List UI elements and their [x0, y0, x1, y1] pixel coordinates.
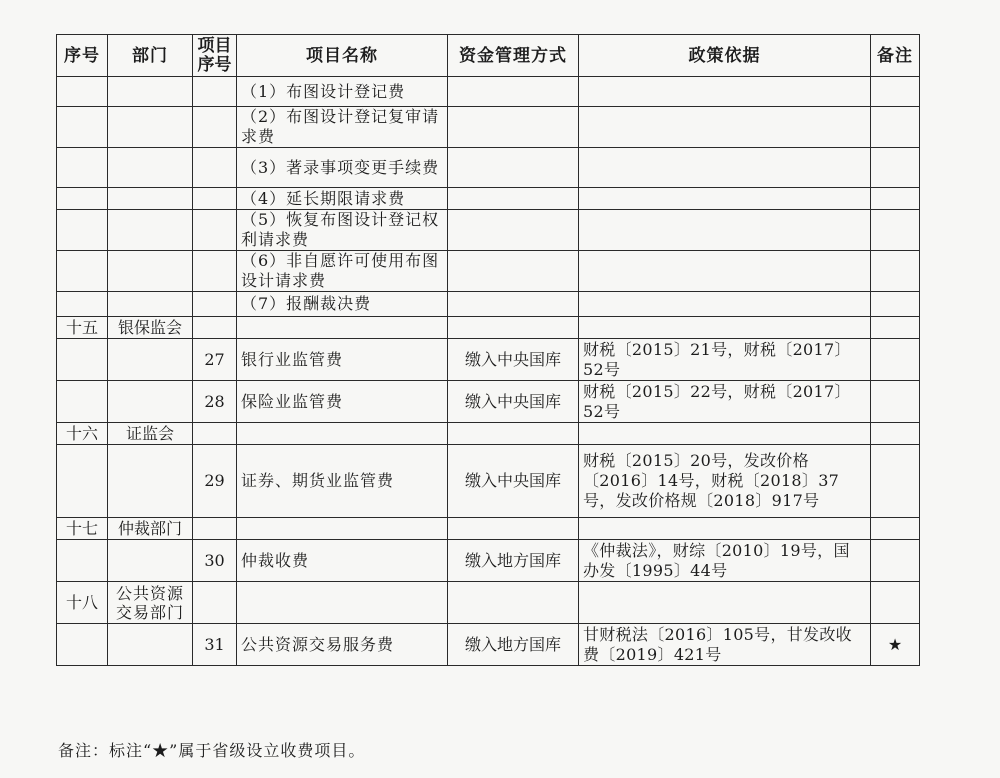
cell-item-seq: 30 — [193, 540, 237, 582]
cell-policy: 《仲裁法》，财综〔2010〕19号，国办发〔1995〕44号 — [579, 540, 871, 582]
cell-remark — [871, 188, 920, 210]
cell-item-seq — [193, 582, 237, 624]
cell-item-seq: 29 — [193, 445, 237, 518]
header-dept: 部门 — [108, 35, 193, 77]
cell-item-seq — [193, 148, 237, 188]
cell-item-name: （6）非自愿许可使用布图设计请求费 — [237, 251, 448, 292]
cell-remark — [871, 317, 920, 339]
table-row — [57, 107, 920, 148]
cell-item-name — [237, 423, 448, 445]
cell-item-name — [237, 317, 448, 339]
cell-seq — [57, 339, 108, 381]
cell-policy — [579, 317, 871, 339]
cell-item-name: （5）恢复布图设计登记权利请求费 — [237, 210, 448, 251]
cell-fund-mgmt: 缴入地方国库 — [448, 624, 579, 666]
cell-policy — [579, 292, 871, 317]
cell-seq — [57, 251, 108, 292]
cell-item-seq — [193, 210, 237, 251]
cell-fund-mgmt — [448, 107, 579, 148]
cell-policy — [579, 188, 871, 210]
cell-fund-mgmt — [448, 317, 579, 339]
cell-remark — [871, 339, 920, 381]
cell-fund-mgmt — [448, 77, 579, 107]
cell-fund-mgmt: 缴入中央国库 — [448, 339, 579, 381]
cell-remark — [871, 540, 920, 582]
header-policy: 政策依据 — [579, 35, 871, 77]
cell-item-name — [237, 518, 448, 540]
cell-policy — [579, 148, 871, 188]
cell-item-name: （2）布图设计登记复审请求费 — [237, 107, 448, 148]
cell-dept — [108, 148, 193, 188]
cell-seq — [57, 188, 108, 210]
cell-item-seq: 28 — [193, 381, 237, 423]
table-row — [57, 540, 920, 582]
table-row — [57, 582, 920, 624]
cell-fund-mgmt: 缴入地方国库 — [448, 540, 579, 582]
cell-seq: 十七 — [57, 518, 108, 540]
cell-item-seq — [193, 317, 237, 339]
cell-fund-mgmt — [448, 518, 579, 540]
cell-seq — [57, 210, 108, 251]
cell-seq — [57, 540, 108, 582]
cell-dept: 证监会 — [108, 423, 193, 445]
cell-seq — [57, 445, 108, 518]
cell-dept — [108, 251, 193, 292]
cell-item-name: 公共资源交易服务费 — [237, 624, 448, 666]
cell-item-name — [237, 582, 448, 624]
cell-dept: 银保监会 — [108, 317, 193, 339]
table-row — [57, 518, 920, 540]
cell-dept — [108, 624, 193, 666]
cell-item-seq: 31 — [193, 624, 237, 666]
cell-item-seq — [193, 251, 237, 292]
header-remark: 备注 — [871, 35, 920, 77]
cell-item-name: 保险业监管费 — [237, 381, 448, 423]
cell-fund-mgmt — [448, 188, 579, 210]
cell-item-name: （7）报酬裁决费 — [237, 292, 448, 317]
cell-fund-mgmt: 缴入中央国库 — [448, 445, 579, 518]
table-row — [57, 317, 920, 339]
table-row — [57, 423, 920, 445]
cell-seq — [57, 381, 108, 423]
cell-dept — [108, 540, 193, 582]
header-item-name: 项目名称 — [237, 35, 448, 77]
cell-remark — [871, 292, 920, 317]
cell-fund-mgmt: 缴入中央国库 — [448, 381, 579, 423]
table-row — [57, 188, 920, 210]
cell-item-name: 银行业监管费 — [237, 339, 448, 381]
cell-remark — [871, 210, 920, 251]
cell-item-seq — [193, 292, 237, 317]
header-row — [57, 35, 920, 77]
cell-dept — [108, 381, 193, 423]
cell-fund-mgmt — [448, 148, 579, 188]
cell-dept: 仲裁部门 — [108, 518, 193, 540]
cell-fund-mgmt — [448, 210, 579, 251]
cell-item-name: 仲裁收费 — [237, 540, 448, 582]
cell-fund-mgmt — [448, 251, 579, 292]
cell-policy — [579, 582, 871, 624]
cell-item-seq — [193, 107, 237, 148]
header-item-seq: 项目序号 — [193, 35, 237, 77]
cell-seq: 十八 — [57, 582, 108, 624]
cell-remark — [871, 518, 920, 540]
cell-item-seq — [193, 77, 237, 107]
cell-remark — [871, 381, 920, 423]
cell-item-name: （3）著录事项变更手续费 — [237, 148, 448, 188]
cell-seq — [57, 148, 108, 188]
header-seq: 序号 — [57, 35, 108, 77]
cell-seq — [57, 107, 108, 148]
table-row — [57, 251, 920, 292]
cell-policy: 甘财税法〔2016〕105号，甘发改收费〔2019〕421号 — [579, 624, 871, 666]
footnote: 备注：标注“★”属于省级设立收费项目。 — [58, 741, 366, 760]
cell-policy — [579, 518, 871, 540]
table-row — [57, 210, 920, 251]
fee-table — [56, 34, 920, 666]
table-row — [57, 445, 920, 518]
cell-dept — [108, 339, 193, 381]
cell-item-name: （4）延长期限请求费 — [237, 188, 448, 210]
cell-remark — [871, 148, 920, 188]
table-row — [57, 624, 920, 666]
cell-seq — [57, 292, 108, 317]
cell-seq — [57, 624, 108, 666]
cell-policy: 财税〔2015〕22号，财税〔2017〕52号 — [579, 381, 871, 423]
cell-remark — [871, 582, 920, 624]
table-row — [57, 148, 920, 188]
cell-policy — [579, 77, 871, 107]
cell-policy — [579, 107, 871, 148]
cell-item-seq — [193, 518, 237, 540]
cell-dept — [108, 188, 193, 210]
cell-dept — [108, 445, 193, 518]
cell-fund-mgmt — [448, 582, 579, 624]
cell-item-seq — [193, 188, 237, 210]
cell-item-name: （1）布图设计登记费 — [237, 77, 448, 107]
cell-seq — [57, 77, 108, 107]
table-row — [57, 292, 920, 317]
cell-remark — [871, 423, 920, 445]
cell-dept — [108, 107, 193, 148]
cell-item-name: 证券、期货业监管费 — [237, 445, 448, 518]
cell-remark — [871, 251, 920, 292]
cell-item-seq: 27 — [193, 339, 237, 381]
table-row — [57, 381, 920, 423]
cell-policy: 财税〔2015〕20号，发改价格〔2016〕14号，财税〔2018〕37号，发改价格规〔2018〕917号 — [579, 445, 871, 518]
cell-dept — [108, 210, 193, 251]
table-row — [57, 339, 920, 381]
cell-remark — [871, 107, 920, 148]
cell-dept — [108, 77, 193, 107]
cell-fund-mgmt — [448, 423, 579, 445]
cell-dept — [108, 292, 193, 317]
cell-policy — [579, 210, 871, 251]
cell-seq: 十六 — [57, 423, 108, 445]
cell-policy: 财税〔2015〕21号，财税〔2017〕52号 — [579, 339, 871, 381]
cell-remark: ★ — [871, 624, 920, 666]
cell-remark — [871, 445, 920, 518]
cell-dept: 公共资源交易部门 — [108, 582, 193, 624]
cell-item-seq — [193, 423, 237, 445]
cell-seq: 十五 — [57, 317, 108, 339]
cell-remark — [871, 77, 920, 107]
table-row — [57, 77, 920, 107]
cell-fund-mgmt — [448, 292, 579, 317]
cell-policy — [579, 251, 871, 292]
header-fund-mgmt: 资金管理方式 — [448, 35, 579, 77]
cell-policy — [579, 423, 871, 445]
